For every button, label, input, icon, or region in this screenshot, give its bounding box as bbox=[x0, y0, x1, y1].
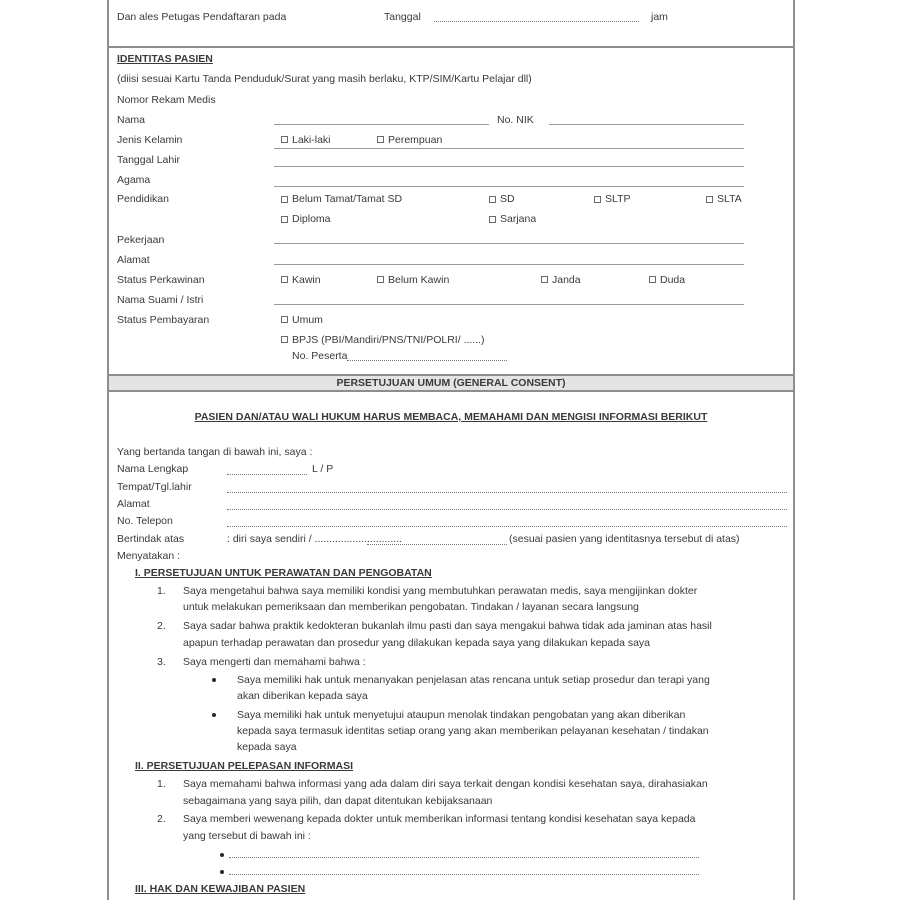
s1-bullet-2-line-3: kepada saya bbox=[237, 741, 297, 753]
section-3-title: III. HAK DAN KEWAJIBAN PASIEN bbox=[135, 883, 306, 895]
edu-slta-checkbox[interactable] bbox=[706, 196, 713, 203]
payment-label: Status Pembayaran bbox=[117, 314, 210, 326]
marital-option-1: Kawin bbox=[292, 274, 321, 286]
field-phone-label: No. Telepon bbox=[117, 515, 173, 527]
edu-option-4: SLTA bbox=[717, 193, 742, 205]
job-field[interactable] bbox=[274, 243, 744, 244]
marital-option-4: Duda bbox=[660, 274, 686, 286]
sex-label: Jenis Kelamin bbox=[117, 134, 183, 146]
marital-option-2: Belum Kawin bbox=[388, 274, 450, 286]
edu-option-6: Sarjana bbox=[500, 213, 537, 225]
s2-item-2-line-1: Saya memberi wewenang kepada dokter untuk memberikan informasi tentang kondisi kesehatan saya kepada bbox=[183, 813, 696, 825]
edu-option-5: Diploma bbox=[292, 213, 331, 225]
section-1-title: I. PERSETUJUAN UNTUK PERAWATAN DAN PENGOBATAN bbox=[135, 567, 432, 579]
education-label: Pendidikan bbox=[117, 193, 169, 205]
s1-item-2-num: 2. bbox=[157, 620, 166, 632]
field-address-label: Alamat bbox=[117, 498, 150, 510]
consent-form-page bbox=[107, 0, 795, 900]
consent-band-title: PERSETUJUAN UMUM (GENERAL CONSENT) bbox=[109, 374, 793, 392]
s2-fill-1-dot bbox=[220, 853, 224, 857]
marital-belum-checkbox[interactable] bbox=[377, 276, 384, 283]
acting-tail: (sesuai pasien yang identitasnya tersebut di atas) bbox=[509, 533, 740, 545]
field-address-input[interactable] bbox=[227, 509, 787, 510]
edu-option-1: Belum Tamat/Tamat SD bbox=[292, 193, 403, 205]
edu-option-2: SD bbox=[500, 193, 515, 205]
s1-bullet-2-line-2: kepada saya termasuk identitas setiap orang yang akan memberikan pelayanan kesehatan / tindakan bbox=[237, 725, 709, 737]
payment-umum-checkbox[interactable] bbox=[281, 316, 288, 323]
marital-label: Status Perkawinan bbox=[117, 274, 205, 286]
payment-option-1: Umum bbox=[292, 314, 323, 326]
officer-label: Dan ales Petugas Pendaftaran pada bbox=[117, 11, 287, 23]
s1-bullet-1-line-2: akan diberikan kepada saya bbox=[237, 690, 368, 702]
field-fullname-input[interactable] bbox=[227, 474, 307, 475]
identity-heading: IDENTITAS PASIEN bbox=[117, 53, 213, 65]
s1-item-3-line-1: Saya mengerti dan memahami bahwa : bbox=[183, 656, 366, 668]
sex-female-label: Perempuan bbox=[388, 134, 443, 146]
edu-diploma-checkbox[interactable] bbox=[281, 216, 288, 223]
sex-line bbox=[274, 148, 744, 149]
s2-item-1-line-1: Saya memahami bahwa informasi yang ada dalam diri saya terkait dengan kondisi kesehatan saya, dirahasiakan bbox=[183, 778, 708, 790]
birth-field[interactable] bbox=[274, 166, 744, 167]
s1-bullet-2-line-1: Saya memiliki hak untuk menyetujui ataupun menolak tindakan pengobatan yang akan diberikan bbox=[237, 709, 686, 721]
religion-label: Agama bbox=[117, 174, 151, 186]
s1-item-2-line-2: apapun terhadap perawatan dan prosedur yang dilakukan kepada saya yang dilakukan kepada saya bbox=[183, 637, 651, 649]
date-line[interactable] bbox=[434, 21, 639, 22]
s1-item-2-line-1: Saya sadar bahwa praktik kedokteran bukanlah ilmu pasti dan saya mengakui bahwa tidak ada jaminan atas hasil bbox=[183, 620, 712, 632]
date-label: Tanggal bbox=[384, 11, 421, 23]
sex-mark: L / P bbox=[312, 463, 334, 475]
marital-kawin-checkbox[interactable] bbox=[281, 276, 288, 283]
edu-sarjana-checkbox[interactable] bbox=[489, 216, 496, 223]
s2-item-1-num: 1. bbox=[157, 778, 166, 790]
statement-label: Menyatakan : bbox=[117, 550, 181, 562]
nik-field[interactable] bbox=[549, 124, 744, 125]
s2-item-2-line-2: yang tersebut di bawah ini : bbox=[183, 830, 311, 842]
name-field[interactable] bbox=[274, 124, 489, 125]
s2-fill-line-1[interactable] bbox=[229, 857, 699, 858]
edu-sltp-checkbox[interactable] bbox=[594, 196, 601, 203]
consent-intro: Yang bertanda tangan di bawah ini, saya : bbox=[117, 446, 313, 458]
hour-label: jam bbox=[651, 11, 668, 23]
marital-option-3: Janda bbox=[552, 274, 581, 286]
acting-label: Bertindak atas bbox=[117, 533, 185, 545]
address-label: Alamat bbox=[117, 254, 150, 266]
field-birthplace-input[interactable] bbox=[227, 492, 787, 493]
s1-item-3-num: 3. bbox=[157, 656, 166, 668]
acting-field[interactable] bbox=[367, 544, 507, 545]
identity-note: (diisi sesuai Kartu Tanda Penduduk/Surat yang masih berlaku, KTP/SIM/Kartu Pelajar dll) bbox=[117, 73, 532, 85]
s1-bullet-1-dot bbox=[212, 678, 216, 682]
edu-sd2-checkbox[interactable] bbox=[489, 196, 496, 203]
section-2-title: II. PERSETUJUAN PELEPASAN INFORMASI bbox=[135, 760, 353, 772]
s2-fill-line-2[interactable] bbox=[229, 874, 699, 875]
s1-item-1-num: 1. bbox=[157, 585, 166, 597]
nik-label: No. NIK bbox=[497, 114, 534, 126]
marital-duda-checkbox[interactable] bbox=[649, 276, 656, 283]
s1-bullet-1-line-1: Saya memiliki hak untuk menanyakan penjelasan atas rencana untuk setiap prosedur dan terapi yang bbox=[237, 674, 710, 686]
edu-sd-checkbox[interactable] bbox=[281, 196, 288, 203]
name-label: Nama bbox=[117, 114, 146, 126]
sex-male-label: Laki-laki bbox=[292, 134, 331, 146]
marital-janda-checkbox[interactable] bbox=[541, 276, 548, 283]
religion-field[interactable] bbox=[274, 186, 744, 187]
sex-female-checkbox[interactable] bbox=[377, 136, 384, 143]
s1-item-1-line-2: untuk melakukan pemeriksaan dan memberikan pengobatan. Tindakan / layanan secara langsung bbox=[183, 601, 639, 613]
rm-label: Nomor Rekam Medis bbox=[117, 94, 216, 106]
payment-bpjs-checkbox[interactable] bbox=[281, 336, 288, 343]
address-field[interactable] bbox=[274, 264, 744, 265]
acting-text: : diri saya sendiri / .............................. bbox=[227, 533, 403, 545]
payment-option-3: No. Peserta bbox=[292, 350, 348, 362]
sex-male-checkbox[interactable] bbox=[281, 136, 288, 143]
s2-item-1-line-2: sebagaimana yang saya pilih, dan dapat ditentukan kebijaksanaan bbox=[183, 795, 493, 807]
field-phone-input[interactable] bbox=[227, 526, 787, 527]
edu-option-3: SLTP bbox=[605, 193, 631, 205]
member-number-field[interactable] bbox=[347, 360, 507, 361]
job-label: Pekerjaan bbox=[117, 234, 165, 246]
payment-option-2: BPJS (PBI/Mandiri/PNS/TNI/POLRI/ ......) bbox=[292, 334, 485, 346]
s1-bullet-2-dot bbox=[212, 713, 216, 717]
field-fullname-label: Nama Lengkap bbox=[117, 463, 189, 475]
consent-subtitle: PASIEN DAN/ATAU WALI HUKUM HARUS MEMBACA, MEMAHAMI DAN MENGISI INFORMASI BERIKUT bbox=[194, 411, 708, 423]
birth-label: Tanggal Lahir bbox=[117, 154, 181, 166]
divider-top bbox=[109, 46, 793, 48]
field-birthplace-label: Tempat/Tgl.lahir bbox=[117, 481, 192, 493]
s2-fill-2-dot bbox=[220, 870, 224, 874]
spouse-label: Nama Suami / Istri bbox=[117, 294, 204, 306]
s1-item-1-line-1: Saya mengetahui bahwa saya memiliki kondisi yang membutuhkan perawatan medis, saya mengijinkan dokter bbox=[183, 585, 698, 597]
s2-item-2-num: 2. bbox=[157, 813, 166, 825]
spouse-field[interactable] bbox=[274, 304, 744, 305]
